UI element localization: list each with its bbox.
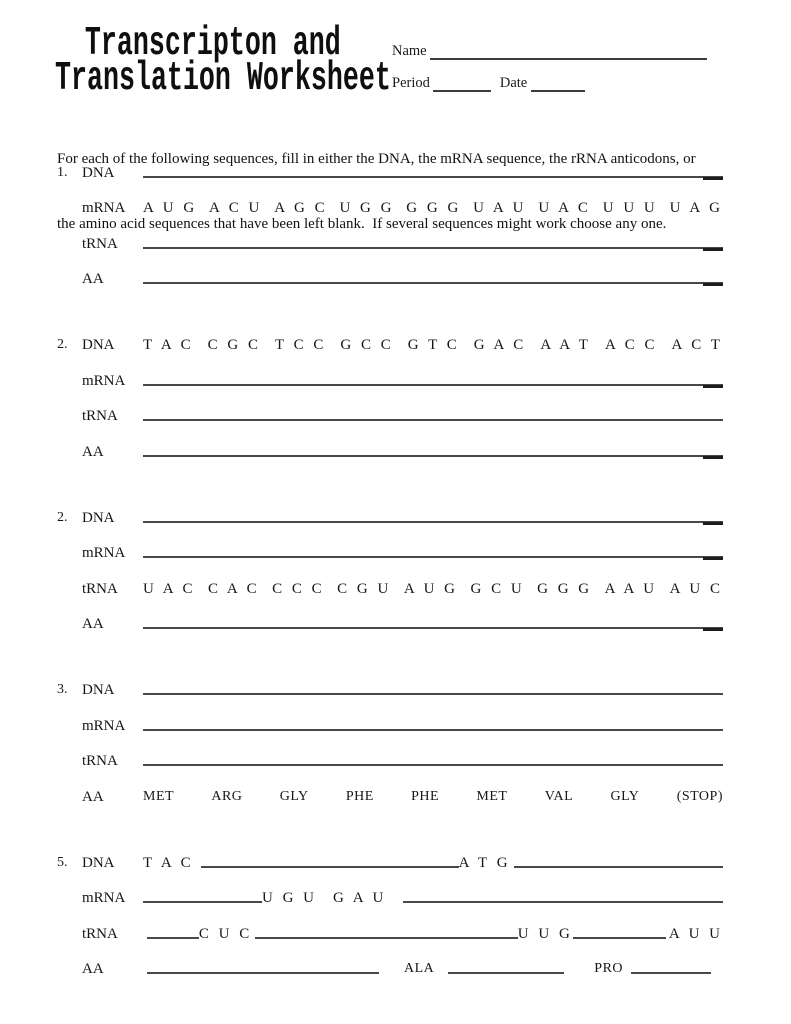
name-input-line[interactable] <box>430 45 707 60</box>
answer-blank-line[interactable] <box>514 854 723 868</box>
sequence-codon: C G C <box>207 337 261 353</box>
sequence-row <box>57 320 723 356</box>
sequence-codon: A C T <box>671 337 723 353</box>
sequence-row <box>57 355 723 391</box>
spacer <box>379 978 404 979</box>
answer-blank-line[interactable] <box>573 925 666 939</box>
amino-acid-label: ALA <box>404 961 435 976</box>
answer-blank-line[interactable] <box>143 270 723 284</box>
row-content <box>143 270 723 289</box>
sequence-codon: U A C <box>538 200 591 216</box>
sequence-row <box>57 599 723 635</box>
title-line-1: Transcripton and <box>84 21 341 67</box>
amino-acid-label: ARG <box>211 788 243 804</box>
answer-blank-line[interactable] <box>143 164 723 178</box>
sequence-row <box>57 492 723 528</box>
row-label: AA <box>82 443 104 460</box>
row-label: mRNA <box>82 717 126 734</box>
row-content <box>143 544 723 563</box>
sequence-codon: A U C <box>669 580 723 597</box>
sequence-row <box>57 873 723 909</box>
row-content <box>143 717 723 736</box>
instructions-line-2: the amino acid sequences that have been left blank. If several sequences might work choose any one. <box>57 215 667 232</box>
row-label: DNA <box>82 682 115 698</box>
sequence-row <box>57 563 723 599</box>
section-number: 1. <box>57 164 68 180</box>
sequence-codon: G A U <box>333 890 387 906</box>
worksheet-section <box>57 837 723 979</box>
sequence-codon: U A G <box>669 200 723 216</box>
title-line-2: Translation Worksheet <box>55 56 391 102</box>
row-label: AA <box>82 788 104 805</box>
amino-acid-label: MET <box>143 788 175 804</box>
row-label: DNA <box>82 509 115 526</box>
amino-acid-label: GLY <box>279 788 309 804</box>
answer-blank-line[interactable] <box>143 407 723 421</box>
amino-acid-label: PHE <box>345 788 374 804</box>
row-label: DNA <box>82 337 115 353</box>
row-content <box>143 164 723 183</box>
spacer <box>194 872 201 873</box>
row-label: DNA <box>82 854 115 871</box>
row-label: tRNA <box>82 580 118 597</box>
spacer <box>317 907 333 908</box>
row-content <box>143 752 723 771</box>
sequence-codon: U G G <box>339 200 395 216</box>
sequence-row <box>57 254 723 290</box>
sequence-codon: U A U <box>473 200 527 216</box>
row-label: AA <box>82 961 104 977</box>
date-label: Date <box>499 75 528 91</box>
section-number: 2. <box>57 509 68 525</box>
answer-blank-line[interactable] <box>143 509 723 523</box>
row-content <box>143 787 723 807</box>
row-label: mRNA <box>82 890 126 906</box>
row-content <box>143 509 723 528</box>
sequence-spread <box>143 579 723 599</box>
sequence-codon: G G G <box>406 200 462 216</box>
row-label: tRNA <box>82 925 118 942</box>
sequence-row <box>57 665 723 701</box>
answer-blank-line[interactable] <box>255 925 518 939</box>
spacer <box>252 943 255 944</box>
sequence-spread <box>143 787 723 807</box>
row-content <box>143 681 723 700</box>
section-number: 5. <box>57 854 68 870</box>
name-label: Name <box>392 43 427 59</box>
sequence-codon: U A C <box>143 580 196 597</box>
row-label: AA <box>82 616 104 632</box>
sequence-codon: A T G <box>458 854 511 871</box>
period-label: Period <box>392 75 430 91</box>
row-content <box>143 198 723 218</box>
answer-blank-line[interactable] <box>201 854 459 868</box>
amino-acid-label: (STOP) <box>676 788 723 804</box>
spacer <box>386 907 403 908</box>
row-content <box>143 443 723 462</box>
row-content <box>143 924 723 944</box>
sequence-row <box>57 736 723 772</box>
sequence-codon: T A C <box>143 337 194 353</box>
sequence-codon: G C C <box>340 337 394 353</box>
answer-blank-line[interactable] <box>143 443 723 457</box>
sequence-codon: A C U <box>209 200 263 216</box>
sequence-row <box>57 771 723 807</box>
worksheet-section <box>57 665 723 807</box>
sequence-row <box>57 700 723 736</box>
sequence-codon: A A U <box>604 580 658 597</box>
amino-acid-label: PHE <box>411 788 440 804</box>
sequence-row <box>57 218 723 254</box>
amino-acid-label: PRO <box>594 961 624 976</box>
worksheet-section <box>57 320 723 462</box>
spacer <box>564 978 594 979</box>
row-label: mRNA <box>82 372 126 389</box>
sequence-row <box>57 837 723 873</box>
sequence-codon: U U G <box>517 925 573 942</box>
row-label: tRNA <box>82 408 118 424</box>
answer-blank-line[interactable] <box>143 372 723 386</box>
row-content <box>143 959 723 979</box>
worksheet-title <box>55 21 391 102</box>
sequence-codon: G C U <box>470 580 525 597</box>
answer-blank-line[interactable] <box>631 960 711 974</box>
period-input-line[interactable] <box>433 77 491 92</box>
sequence-codon: A U G <box>143 200 198 216</box>
row-content <box>143 853 723 873</box>
sequence-codon: G A C <box>473 337 527 353</box>
amino-acid-label: GLY <box>610 788 640 804</box>
spacer <box>434 978 448 979</box>
amino-acid-label: VAL <box>544 788 574 804</box>
sequence-row <box>57 183 723 219</box>
answer-blank-line[interactable] <box>143 889 262 903</box>
answer-blank-line[interactable] <box>448 960 564 974</box>
sequence-codon: U G U <box>262 890 317 906</box>
answer-blank-line[interactable] <box>143 717 723 731</box>
sequence-codon: C U C <box>198 925 253 942</box>
answer-blank-line[interactable] <box>143 681 723 695</box>
sequence-codon: G G G <box>537 580 593 597</box>
row-content <box>143 888 723 908</box>
section-number: 2. <box>57 337 68 352</box>
answer-blank-line[interactable] <box>143 615 723 629</box>
worksheet-section <box>57 492 723 634</box>
answer-blank-line[interactable] <box>143 235 723 249</box>
spacer <box>143 978 147 979</box>
sequence-codon: T A C <box>143 854 194 871</box>
problem-sections <box>57 147 723 1010</box>
sequence-codon: A C C <box>604 337 658 353</box>
date-input-line[interactable] <box>531 77 585 92</box>
sequence-spread <box>143 335 723 355</box>
sequence-row <box>57 528 723 564</box>
row-label: mRNA <box>82 200 126 216</box>
row-label: mRNA <box>82 545 126 561</box>
amino-acid-label: MET <box>476 788 508 804</box>
sequence-spread <box>143 198 723 218</box>
answer-blank-line[interactable] <box>147 925 199 939</box>
student-header-fields <box>392 40 707 92</box>
sequence-row <box>57 426 723 462</box>
row-content <box>143 372 723 391</box>
worksheet-section <box>57 147 723 289</box>
row-label: tRNA <box>82 753 118 769</box>
answer-blank-line[interactable] <box>403 889 723 903</box>
sequence-row <box>57 908 723 944</box>
sequence-row <box>57 147 723 183</box>
row-content <box>143 335 723 355</box>
answer-blank-line[interactable] <box>143 544 723 558</box>
section-number: 3. <box>57 682 68 697</box>
sequence-codon: A G C <box>274 200 328 216</box>
sequence-codon: A A T <box>540 337 591 353</box>
sequence-codon: G T C <box>407 337 460 353</box>
sequence-codon: C A C <box>208 580 260 597</box>
sequence-row <box>57 391 723 427</box>
answer-blank-line[interactable] <box>147 960 379 974</box>
spacer <box>143 943 147 944</box>
sequence-codon: C G U <box>337 580 392 597</box>
row-label: tRNA <box>82 235 118 252</box>
row-content <box>143 407 723 426</box>
row-label: DNA <box>82 164 115 181</box>
spacer <box>511 872 514 873</box>
sequence-codon: U U U <box>602 200 658 216</box>
row-content <box>143 235 723 254</box>
sequence-codon: T C C <box>274 337 327 353</box>
name-row <box>392 40 707 60</box>
sequence-codon: C C C <box>272 580 325 597</box>
row-content <box>143 579 723 599</box>
instructions-line-1: For each of the following sequences, fill in either the DNA, the mRNA sequence, the rRNA anticodons, or <box>57 151 696 167</box>
period-date-row <box>392 72 707 92</box>
spacer <box>623 978 631 979</box>
answer-blank-line[interactable] <box>143 752 723 766</box>
sequence-row <box>57 944 723 980</box>
row-label: AA <box>82 271 104 287</box>
sequence-codon: A U U <box>668 925 724 942</box>
row-content <box>143 615 723 634</box>
sequence-codon: A U G <box>403 580 458 597</box>
